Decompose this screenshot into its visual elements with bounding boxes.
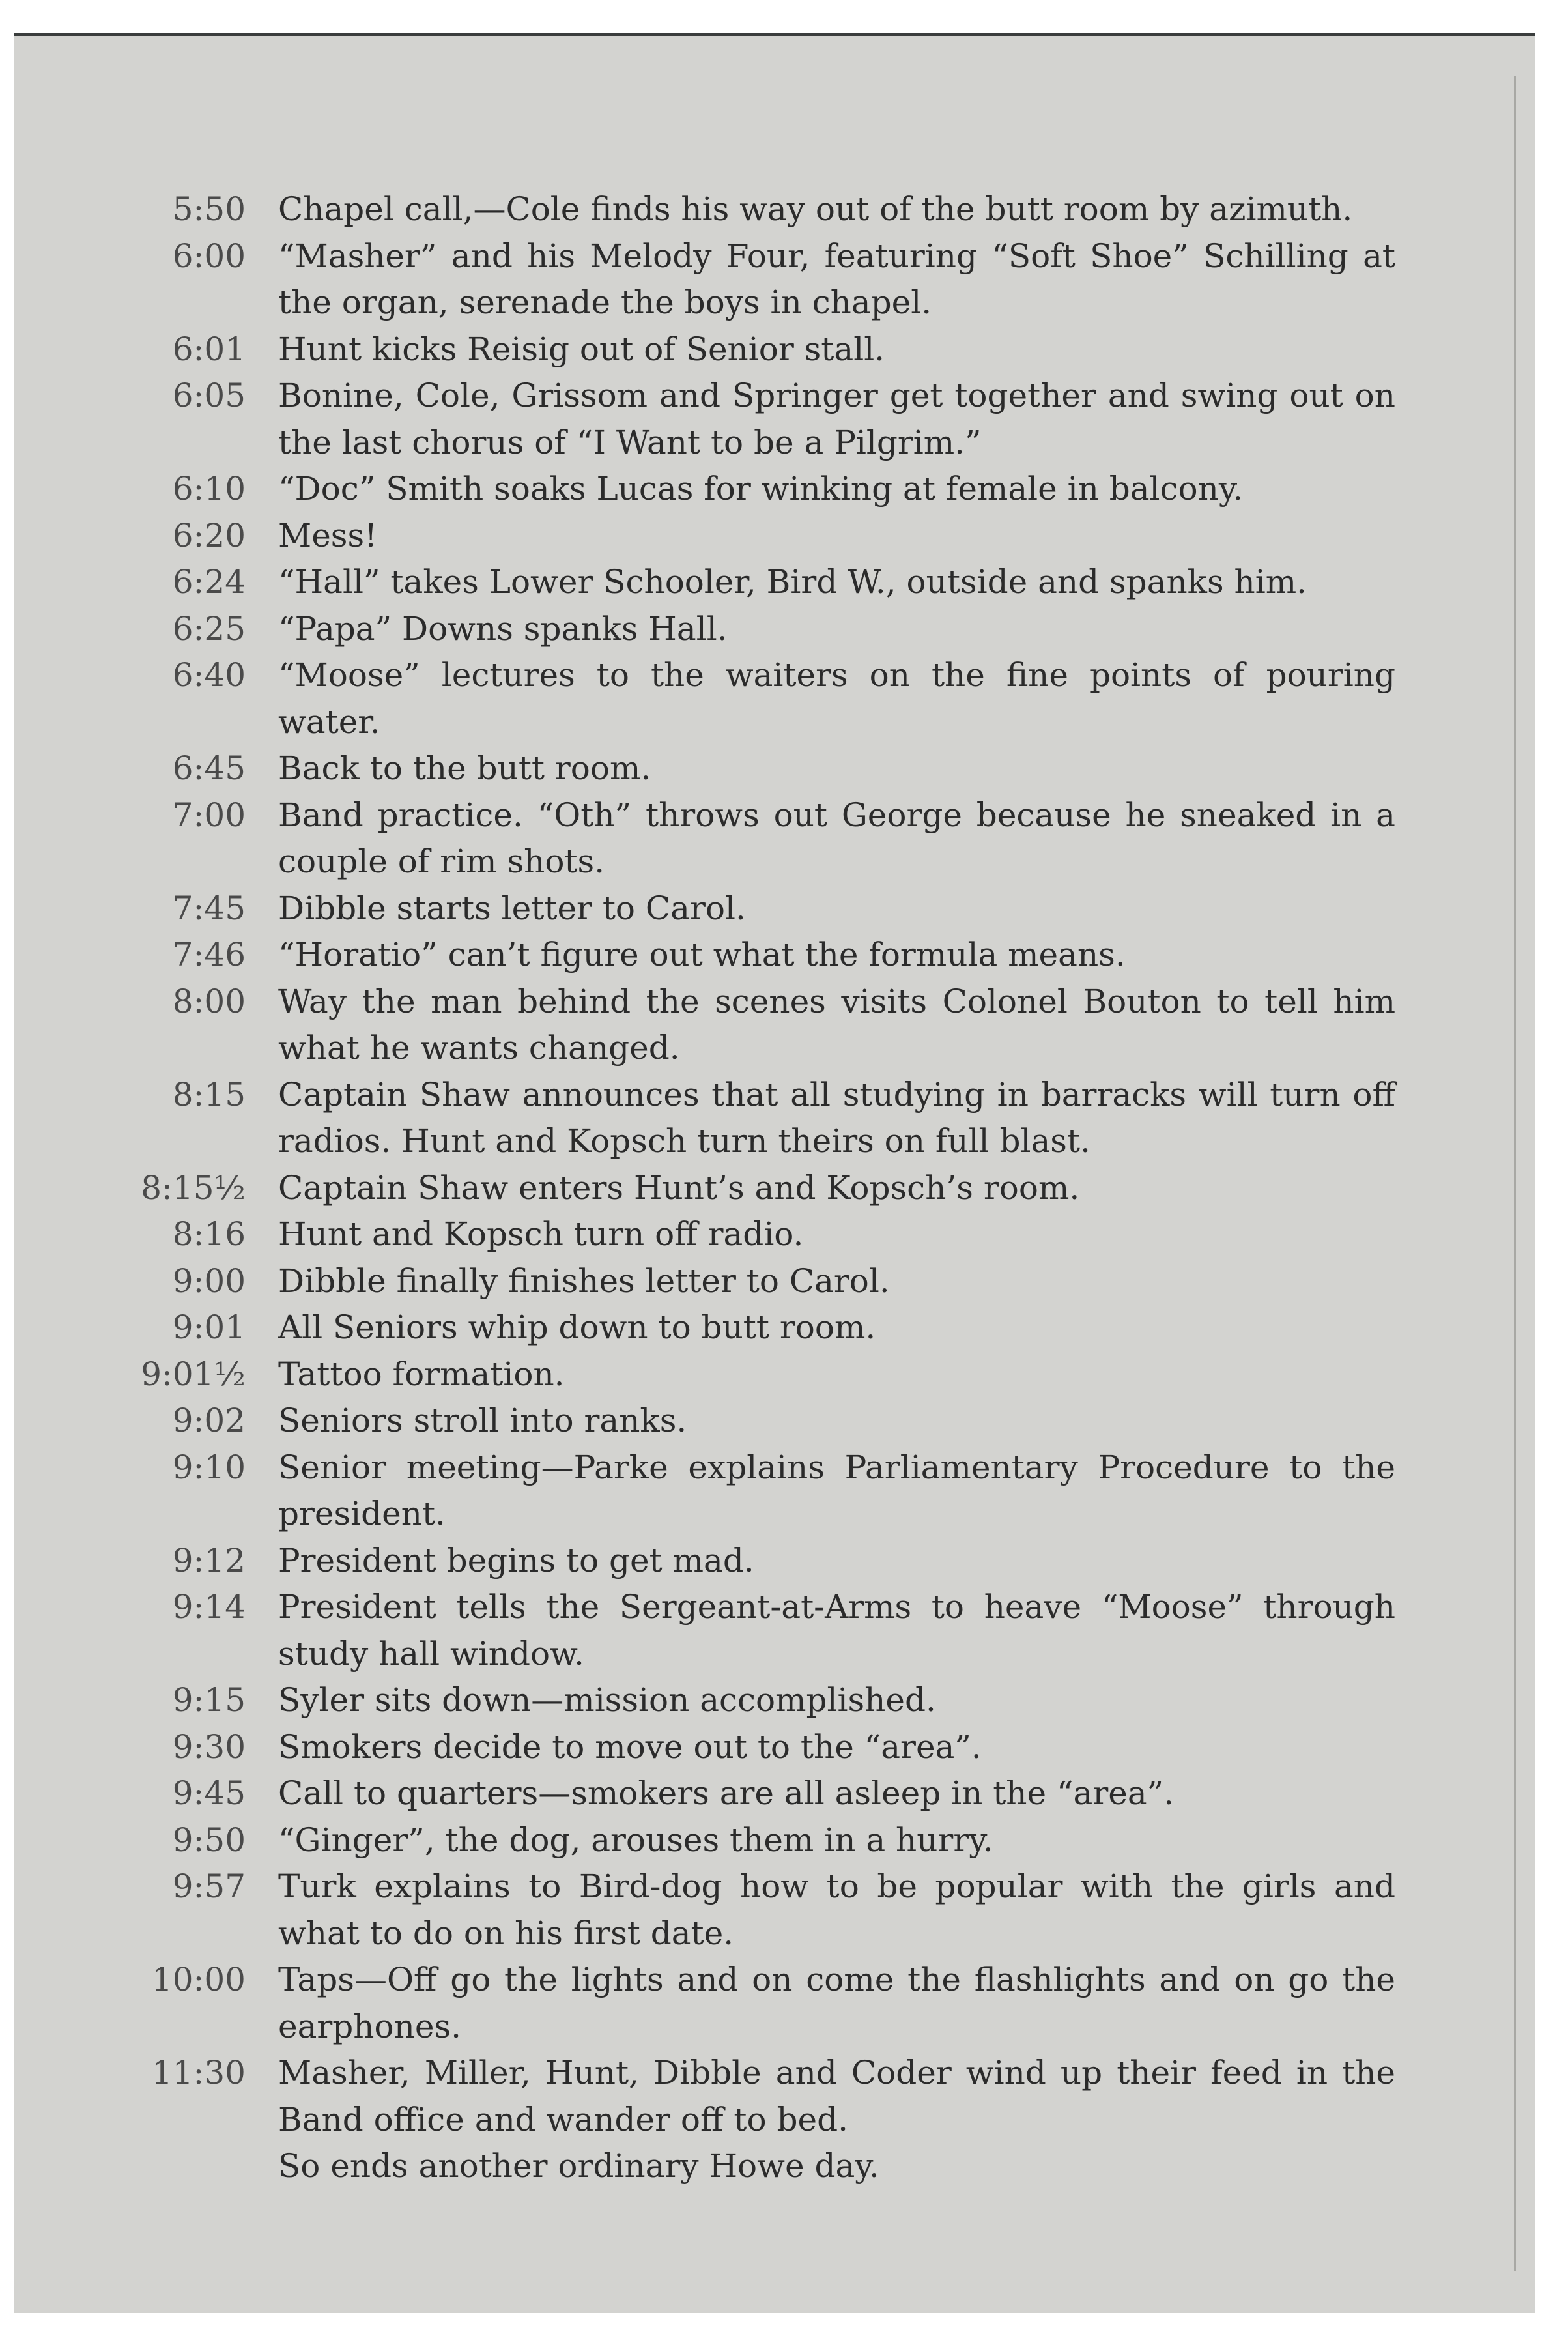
schedule-entry <box>125 1677 1395 1724</box>
entry-text: Seniors stroll into ranks. <box>278 1402 687 1439</box>
entry-time: 5:50 <box>172 190 246 228</box>
entry-text: “Horatio” can’t figure out what the formula means. <box>278 936 1126 973</box>
book-page <box>14 33 1535 2313</box>
schedule-entry <box>125 606 1395 653</box>
entry-text: Dibble finally finishes letter to Carol. <box>278 1261 890 1300</box>
entry-text: Hunt and Kopsch turn off radio. <box>278 1215 804 1253</box>
schedule-entry <box>125 1445 1395 1538</box>
entry-time: 6:40 <box>172 656 246 694</box>
schedule-entry <box>125 373 1395 466</box>
entry-time: 9:14 <box>172 1588 246 1626</box>
entry-text: Back to the butt room. <box>278 749 651 787</box>
entry-text: Call to quarters—smokers are all asleep in the “area”. <box>278 1774 1175 1812</box>
entry-text: Captain Shaw announces that all studying in barracks will turn off radios. Hunt and Kopsch turn theirs on full blast. <box>278 1075 1395 1160</box>
entry-time: 6:10 <box>172 470 246 508</box>
entry-text: Mess! <box>278 516 378 555</box>
entry-text: “Moose” lectures to the waiters on the fine points of pouring water. <box>278 656 1395 741</box>
entry-time: 9:00 <box>172 1261 246 1300</box>
entry-time: 9:30 <box>172 1727 246 1766</box>
entry-time: 7:00 <box>172 796 246 834</box>
entry-time: 8:15 <box>172 1075 246 1114</box>
entry-time: 6:25 <box>172 609 246 648</box>
entry-text: “Ginger”, the dog, arouses them in a hurry. <box>278 1821 993 1859</box>
entry-text: Bonine, Cole, Grissom and Springer get together and swing out on the last chorus of “I Want to be a Pilgrim.” <box>278 377 1395 461</box>
entry-text: Chapel call,—Cole finds his way out of the butt room by azimuth. <box>278 190 1353 228</box>
schedule-entry <box>125 1770 1395 1817</box>
schedule-entry <box>125 2050 1395 2143</box>
entry-time: 9:10 <box>172 1448 246 1486</box>
entry-time: 8:15½ <box>141 1168 246 1207</box>
schedule-entry <box>125 886 1395 932</box>
schedule-entry <box>125 1864 1395 1957</box>
entry-time: 8:16 <box>172 1215 246 1253</box>
schedule-entry <box>125 1351 1395 1398</box>
schedule-entry <box>125 1398 1395 1445</box>
entry-text: Turk explains to Bird-dog how to be popular with the girls and what to do on his first date. <box>278 1867 1395 1952</box>
entry-text: “Papa” Downs spanks Hall. <box>278 609 728 648</box>
schedule-entry <box>125 932 1395 979</box>
schedule-entry <box>125 1724 1395 1771</box>
schedule-entry <box>125 1072 1395 1165</box>
schedule-entry <box>125 513 1395 560</box>
entry-time: 9:45 <box>172 1774 246 1812</box>
schedule-entry <box>125 233 1395 326</box>
schedule-entry <box>125 1817 1395 1864</box>
entry-time: 7:45 <box>172 889 246 927</box>
entry-time: 6:00 <box>172 237 246 275</box>
entry-time: 10:00 <box>151 1961 246 1998</box>
schedule-entry <box>125 1304 1395 1351</box>
entry-time: 9:50 <box>172 1821 246 1859</box>
entry-time: 9:15 <box>172 1681 246 1719</box>
schedule-entry <box>125 1258 1395 1305</box>
schedule-entry <box>125 559 1395 606</box>
entry-time: 9:12 <box>172 1541 246 1579</box>
entry-text: Way the man behind the scenes visits Colonel Bouton to tell him what he wants changed. <box>278 982 1395 1067</box>
entry-time: 6:20 <box>172 516 246 555</box>
schedule-entry <box>125 792 1395 886</box>
schedule-entry <box>125 1957 1395 2050</box>
schedule-entry <box>125 1584 1395 1677</box>
closing-line: So ends another ordinary Howe day. <box>278 2147 879 2185</box>
entry-text: Taps—Off go the lights and on come the flashlights and on go the earphones. <box>278 1961 1395 2045</box>
schedule-entry <box>125 326 1395 373</box>
entry-text: Band practice. “Oth” throws out George because he sneaked in a couple of rim shots. <box>278 796 1395 880</box>
schedule-entry <box>125 466 1395 513</box>
entry-time: 7:46 <box>172 936 246 973</box>
schedule-entry <box>125 979 1395 1072</box>
schedule-entry <box>125 652 1395 745</box>
entry-time: 6:45 <box>172 749 246 787</box>
entry-text: “Doc” Smith soaks Lucas for winking at female in balcony. <box>278 470 1244 508</box>
schedule-entry <box>125 745 1395 792</box>
entry-text: All Seniors whip down to butt room. <box>278 1308 876 1346</box>
entry-text: Hunt kicks Reisig out of Senior stall. <box>278 330 885 368</box>
entry-time: 9:02 <box>172 1402 246 1439</box>
entry-time: 11:30 <box>151 2054 246 2092</box>
schedule-entry <box>125 1211 1395 1258</box>
entry-text: Captain Shaw enters Hunt’s and Kopsch’s room. <box>278 1168 1080 1207</box>
entry-time: 8:00 <box>172 982 246 1020</box>
entry-text: “Hall” takes Lower Schooler, Bird W., outside and spanks him. <box>278 563 1307 601</box>
entry-time: 6:05 <box>172 377 246 414</box>
entry-text: Dibble starts letter to Carol. <box>278 889 746 927</box>
entry-text: President begins to get mad. <box>278 1541 754 1579</box>
entry-time: 9:57 <box>172 1867 246 1905</box>
entry-text: Masher, Miller, Hunt, Dibble and Coder wind up their feed in the Band office and wander off to bed. <box>278 2054 1395 2139</box>
schedule-list <box>125 186 1395 2190</box>
schedule-entry <box>125 1538 1395 1585</box>
entry-text: President tells the Sergeant-at-Arms to heave “Moose” through study hall window. <box>278 1588 1395 1673</box>
entry-text: Tattoo formation. <box>278 1355 565 1393</box>
schedule-entry <box>125 186 1395 233</box>
entry-text: Syler sits down—mission accomplished. <box>278 1681 936 1719</box>
entry-text: “Masher” and his Melody Four, featuring “Soft Shoe” Schilling at the organ, serenade the boys in chapel. <box>278 237 1395 321</box>
page-edge <box>1514 76 1516 2271</box>
entry-time: 6:24 <box>172 563 246 601</box>
entry-text: Senior meeting—Parke explains Parliamentary Procedure to the president. <box>278 1448 1395 1533</box>
entry-text: Smokers decide to move out to the “area”. <box>278 1727 982 1766</box>
entry-time: 6:01 <box>172 330 246 368</box>
entry-time: 9:01 <box>172 1308 246 1346</box>
schedule-entry <box>125 1165 1395 1212</box>
entry-time: 9:01½ <box>141 1355 246 1393</box>
